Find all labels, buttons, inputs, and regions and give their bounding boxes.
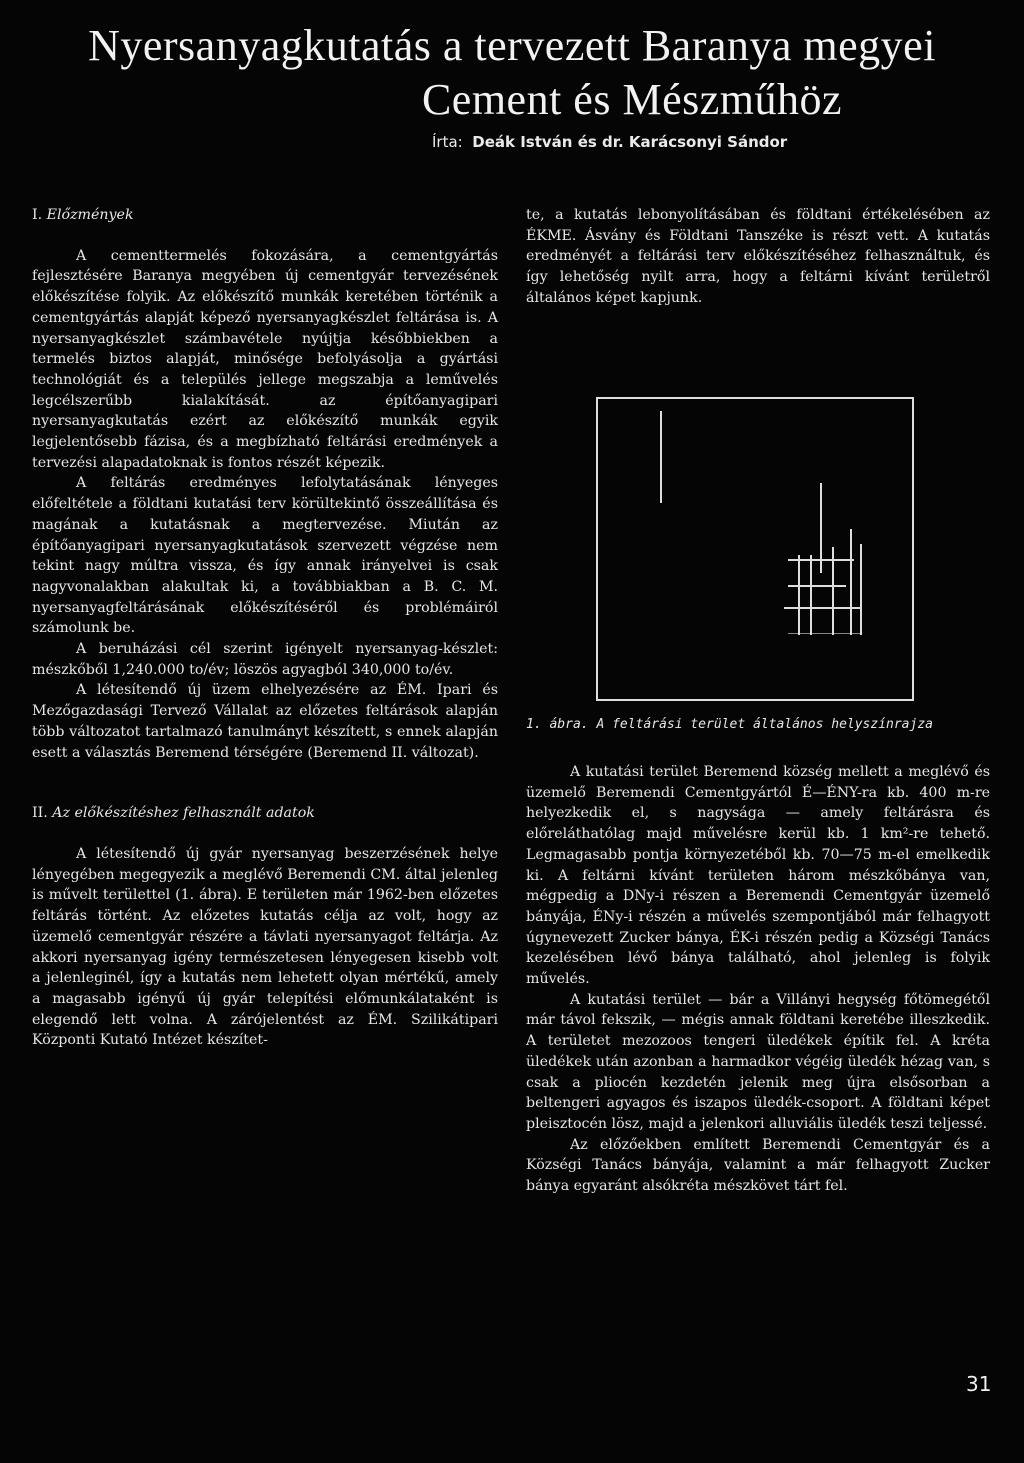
byline-prefix: Írta: xyxy=(432,133,463,151)
paragraph: te, a kutatás lebonyolításában és földtani értékelésében az ÉKME. Ásvány és Földtani Tanszéke is részt vett. A kutatás eredményét a feltárási terv előkészítéséhez felhasználtuk, és így lehetőség nyilt arra, hogy a feltárni kívánt területről általános képet kapjunk. xyxy=(526,207,990,306)
section-title: Előzmények xyxy=(46,207,134,223)
section-heading-1 xyxy=(32,205,498,226)
site-plan-figure xyxy=(596,397,914,701)
map-line xyxy=(798,555,800,635)
section-title: Az előkészítéshez felhasznált adatok xyxy=(52,805,315,822)
paragraph: A kutatási terület Beremend község mellett a meglévő és üzemelő Beremendi Cementgyártól É—ÉNY-ra kb. 400 m-re helyezkedik el, s nagysága — amely feltárásra és előreláthatólag majd művelésre kerül kb. 1 km²-re tehető. Legmagasabb pontja környezetéből kb. 70—75 m-el emelkedik ki. A feltárni kívánt területen három mészkőbánya van, mégpedig a DNy-i részen a Beremendi Cementgyár üzemelő bányája, ÉNy-i részén a művelés szempontjából már felhagyott úgynevezett Zucker bánya, ÉK-i részén pedig a Községi Tanács kezelésében lévő bánya található, ahol jelenleg is folyik művelés. xyxy=(526,764,990,988)
paragraph: Az előzőekben említett Beremendi Cementgyár és a Községi Tanács bányája, valamint a már felhagyott Zucker bánya egyaránt alsókréta mészkövet tárt fel. xyxy=(526,1136,990,1195)
paragraph: A feltárás eredményes lefolytatásának lényeges előfeltétele a földtani kutatási terv körültekintő összeállítása és magának a kutatásnak a megtervezése. Miután az építőanyagipari nyersanyagkutatások szervezett végzése nem tekint nagy múltra vissza, és így annak irányelvei is csak nagyvonalakban alakultak ki, a továbbiakban a B. C. M. nyersanyagfeltárásának előkészítéséről és problémáiról számolunk be. xyxy=(32,475,498,637)
byline-authors: Deák István és dr. Karácsonyi Sándor xyxy=(472,133,788,151)
paragraph: A létesítendő új üzem elhelyezésére az ÉM. Ipari és Mezőgazdasági Tervező Vállalat az előzetes feltárások alapján több változatot tartalmazó tanulmányt készített, s ennek alapján esett a választás Beremend térségére (Beremend II. változat). xyxy=(32,682,498,761)
section-number: II. xyxy=(32,805,48,822)
left-column xyxy=(32,205,498,1051)
map-line xyxy=(788,633,860,634)
page-title-line-1: Nyersanyagkutatás a tervezett Baranya megyei xyxy=(88,21,936,70)
right-column xyxy=(526,205,990,309)
paragraph: A kutatási terület — bár a Villányi hegység főtömegétől már távol fekszik, — mégis annak földtani keretébe illeszkedik. A területet mezozoos tengeri üledékek építik fel. A kréta üledékek után azonban a harmadkor végéig üledék hézag van, s csak a pliocén kezdetén jelenik meg újra elsősorban a beltengeri agyagos és iszapos üledék-csoport. A földtani képet pleisztocén lösz, majd a jelenkori alluviális üledék teszi teljessé. xyxy=(526,991,990,1132)
paragraph: A cementtermelés fokozására, a cementgyártás fejlesztésére Baranya megyében új cementgyár tervezésének előkészítése folyik. Az előkészítő munkák keretében történik a cementgyártás alapját képező nyersanyagkészlet feltárása is. A nyersanyagkészlet számbavétele nyújtja későbbiekben a termelés biztos alapját, minősége befolyásolja a gyártási technológiát és a település jellege megszabja a leművelés legcélszerűbb kialakítását. az építőanyagipari nyersanyagkutatás ezért az előkészítő munkák egyik legjelentősebb fázisa, és a megbízható feltárási eredmények a tervezési alapadatoknak is fontos részét képezik. xyxy=(32,247,498,471)
paragraph: A létesítendő új gyár nyersanyag beszerzésének helye lényegében megegyezik a meglévő Beremendi CM. által jelenleg is művelt területtel (1. ábra). E területen már 1962-ben előzetes feltárás történt. Az előzetes kutatás célja az volt, hogy az üzemelő cementgyár részére a távlati nyersanyagot feltárja. Az akkori nyersanyag igény természetesen lényegesen kisebb volt a jelenleginél, így a kutatás nem lehetett olyan mértékű, amely a magasabb igényű új gyár telepítési előmunkálataként is elegendő lett volna. A zárójelentést az ÉM. Szilikátipari Központi Kutató Intézet készítet- xyxy=(32,845,498,1049)
right-column-lower xyxy=(526,762,990,1197)
section-number: I. xyxy=(32,207,43,223)
figure-caption: 1. ábra. A feltárási terület általános helyszínrajza xyxy=(526,717,933,732)
page-title-line-2: Cement és Mészműhöz xyxy=(421,75,843,124)
map-line xyxy=(810,555,812,635)
map-line xyxy=(660,411,662,503)
map-line xyxy=(788,559,854,561)
map-line xyxy=(850,529,852,635)
map-line xyxy=(784,607,860,609)
page-number: 31 xyxy=(966,1372,992,1396)
paragraph: A beruházási cél szerint igényelt nyersanyag-készlet: mészkőből 1,240.000 to/év; löszös agyagból 340,000 to/év. xyxy=(32,641,498,678)
map-line xyxy=(860,544,862,635)
byline xyxy=(432,133,787,151)
section-heading-2 xyxy=(32,803,498,824)
map-line xyxy=(788,585,846,587)
